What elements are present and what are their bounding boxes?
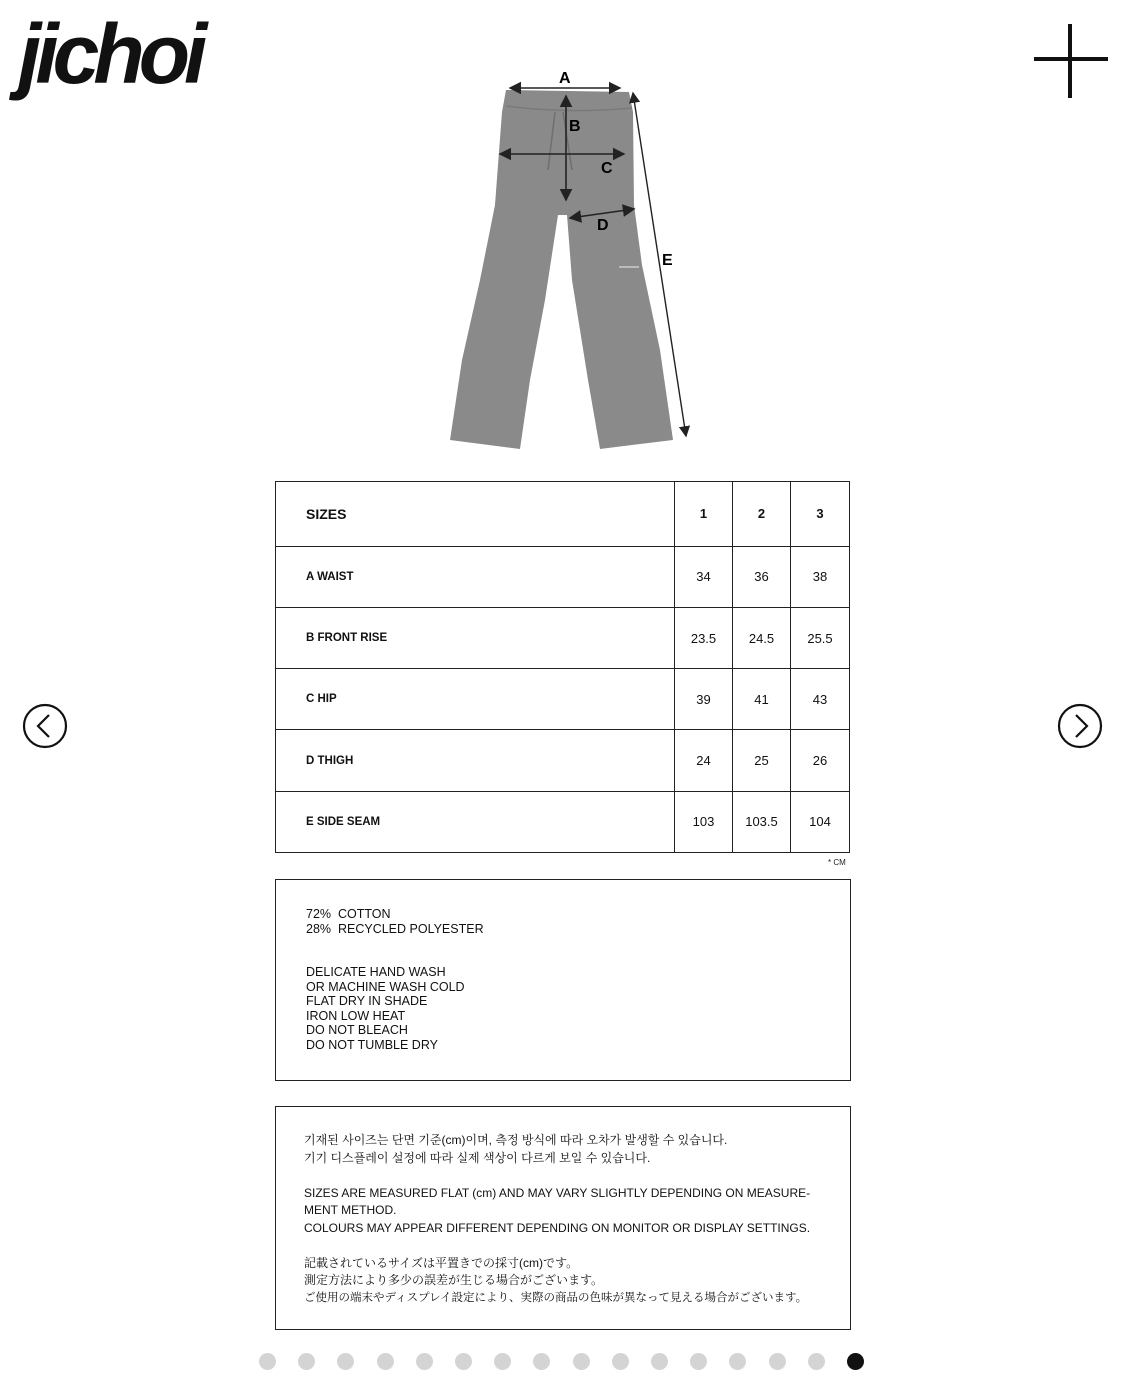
label-d: D <box>597 217 609 234</box>
pagination-dot[interactable] <box>533 1353 550 1370</box>
care-line: DELICATE HAND WASH <box>306 965 446 979</box>
material-line: 72% COTTON <box>306 907 391 921</box>
note-english: MENT METHOD. <box>304 1203 397 1217</box>
care-line: FLAT DRY IN SHADE <box>306 994 428 1008</box>
table-row <box>276 546 850 607</box>
table-header-row <box>276 482 850 547</box>
table-cell: 104 <box>791 791 850 852</box>
plus-icon[interactable] <box>1034 24 1110 100</box>
note-english: COLOURS MAY APPEAR DIFFERENT DEPENDING ON MONITOR OR DISPLAY SETTINGS. <box>304 1220 811 1235</box>
care-line: IRON LOW HEAT <box>306 1008 406 1023</box>
size-notes-box <box>275 1106 851 1330</box>
table-cell: 103 <box>675 791 733 852</box>
row-label: A WAIST <box>276 546 675 607</box>
note-japanese: 記載されているサイズは平置きでの採寸(cm)です。 <box>304 1255 579 1270</box>
note-japanese: 測定方法により多少の誤差が生じる場合がございます。 <box>304 1273 604 1287</box>
pagination-dot[interactable] <box>808 1353 825 1370</box>
row-label: C HIP <box>276 669 675 730</box>
brand-logo[interactable]: jichoi <box>18 7 202 101</box>
unit-note: * CM <box>828 858 846 867</box>
row-label: B FRONT RISE <box>276 607 675 668</box>
pagination-dot[interactable] <box>416 1353 433 1370</box>
pagination-dot[interactable] <box>769 1353 786 1370</box>
pagination-dot[interactable] <box>573 1353 590 1370</box>
table-row <box>276 791 850 852</box>
note-korean: 기기 디스플레이 설정에 따라 실제 색상이 다르게 보일 수 있습니다. <box>304 1150 651 1165</box>
size-chart-table <box>275 481 850 853</box>
size-3-header: 3 <box>791 482 850 547</box>
label-a: A <box>559 70 571 87</box>
pagination-dot[interactable] <box>651 1353 668 1370</box>
row-label: E SIDE SEAM <box>276 791 675 852</box>
table-row <box>276 730 850 791</box>
note-japanese: ご使用の端末やディスプレイ設定により、実際の商品の色味が異なって見える場合がございます。 <box>304 1291 808 1304</box>
table-cell: 41 <box>733 669 791 730</box>
table-row <box>276 669 850 730</box>
table-cell: 38 <box>791 546 850 607</box>
pagination-dot[interactable] <box>337 1353 354 1370</box>
chevron-left-icon <box>22 703 68 749</box>
table-cell: 26 <box>791 730 850 791</box>
size-1-header: 1 <box>675 482 733 547</box>
material-line: 28% RECYCLED POLYESTER <box>306 921 484 936</box>
table-cell: 34 <box>675 546 733 607</box>
table-cell: 23.5 <box>675 607 733 668</box>
label-b: B <box>569 118 581 135</box>
table-cell: 36 <box>733 546 791 607</box>
label-c: C <box>601 160 613 177</box>
table-row <box>276 607 850 668</box>
composition-care-box <box>275 879 851 1081</box>
table-cell: 24.5 <box>733 607 791 668</box>
pagination-dot[interactable] <box>298 1353 315 1370</box>
pagination-dot[interactable] <box>494 1353 511 1370</box>
note-english: SIZES ARE MEASURED FLAT (cm) AND MAY VARY SLIGHTLY DEPENDING ON MEASURE- <box>304 1185 811 1200</box>
table-cell: 24 <box>675 730 733 791</box>
label-e: E <box>662 252 673 269</box>
sizes-header: SIZES <box>276 482 675 547</box>
table-cell: 39 <box>675 669 733 730</box>
pagination-dot[interactable] <box>612 1353 629 1370</box>
pagination-dot[interactable] <box>259 1353 276 1370</box>
pants-measurement-diagram <box>420 60 710 460</box>
plus-icon-vertical <box>1068 24 1072 98</box>
table-cell: 25.5 <box>791 607 850 668</box>
table-cell: 103.5 <box>733 791 791 852</box>
table-cell: 25 <box>733 730 791 791</box>
prev-slide-button[interactable] <box>22 703 68 749</box>
next-slide-button[interactable] <box>1057 703 1103 749</box>
pagination-dot[interactable] <box>455 1353 472 1370</box>
pagination-dot-active[interactable] <box>847 1353 864 1370</box>
pagination-dot[interactable] <box>377 1353 394 1370</box>
pagination-dot[interactable] <box>729 1353 746 1370</box>
row-label: D THIGH <box>276 730 675 791</box>
note-korean: 기재된 사이즈는 단면 기준(cm)이며, 측정 방식에 따라 오차가 발생할 수 있습니다. <box>304 1133 728 1147</box>
pagination-dot[interactable] <box>690 1353 707 1370</box>
table-cell: 43 <box>791 669 850 730</box>
care-line: DO NOT TUMBLE DRY <box>306 1037 438 1052</box>
care-line: OR MACHINE WASH COLD <box>306 979 465 994</box>
size-2-header: 2 <box>733 482 791 547</box>
pants-silhouette <box>450 90 673 449</box>
chevron-right-icon <box>1057 703 1103 749</box>
care-line: DO NOT BLEACH <box>306 1023 408 1037</box>
